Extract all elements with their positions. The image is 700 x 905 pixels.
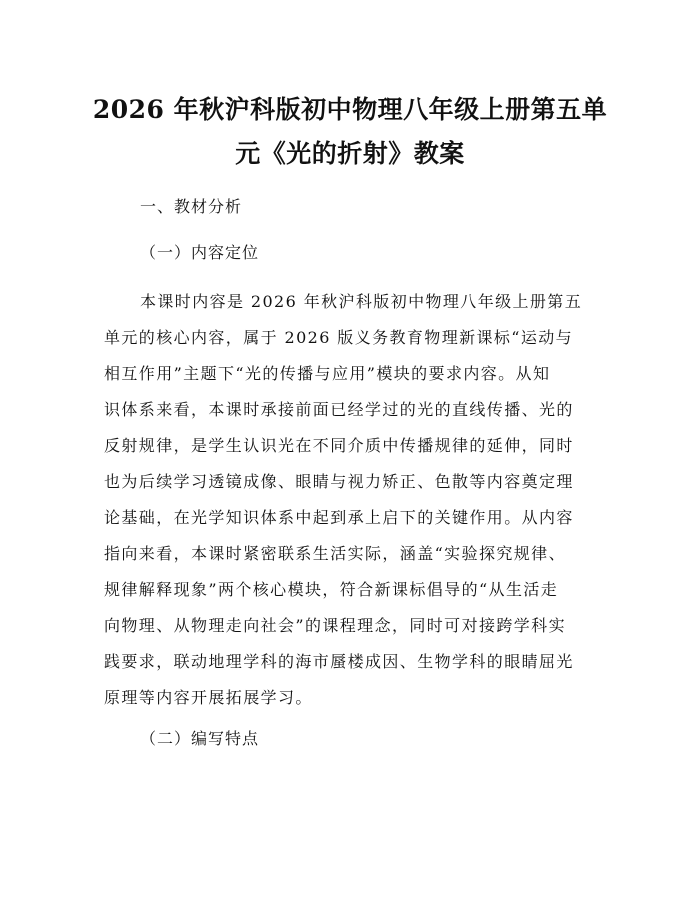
paragraph-line: 原理等内容开展拓展学习。: [104, 688, 313, 707]
section-heading-teaching-material-analysis: 一、教材分析: [140, 197, 243, 216]
paragraph-line: 本课时内容是 2026 年秋沪科版初中物理八年级上册第五: [140, 292, 583, 311]
paragraph-line: 识体系来看，本课时承接前面已经学过的光的直线传播、光的: [104, 400, 574, 419]
paragraph-line: 单元的核心内容，属于 2026 版义务教育物理新课标“运动与: [104, 328, 574, 347]
paragraph-content-positioning: [104, 284, 604, 716]
paragraph-line: 反射规律，是学生认识光在不同介质中传播规律的延伸，同时: [104, 436, 574, 455]
document-title-line-1: 2026 年秋沪科版初中物理八年级上册第五单: [92, 95, 608, 124]
paragraph-line: 也为后续学习透镜成像、眼睛与视力矫正、色散等内容奠定理: [104, 472, 574, 491]
paragraph-line: 相互作用”主题下“光的传播与应用”模块的要求内容。从知: [104, 364, 551, 383]
document-title-line-2: 元《光的折射》教案: [235, 139, 465, 168]
subsection-heading-writing-features: （二）编写特点: [140, 729, 260, 748]
paragraph-line: 规律解释现象”两个核心模块，符合新课标倡导的“从生活走: [104, 580, 559, 599]
paragraph-line: 向物理、从物理走向社会”的课程理念，同时可对接跨学科实: [104, 616, 566, 635]
subsection-heading-content-positioning: （一）内容定位: [140, 243, 260, 262]
paragraph-line: 论基础，在光学知识体系中起到承上启下的关键作用。从内容: [104, 508, 574, 527]
paragraph-line: 践要求，联动地理学科的海市蜃楼成因、生物学科的眼睛屈光: [104, 652, 574, 671]
paragraph-line: 指向来看，本课时紧密联系生活实际，涵盖“实验探究规律、: [104, 544, 566, 563]
